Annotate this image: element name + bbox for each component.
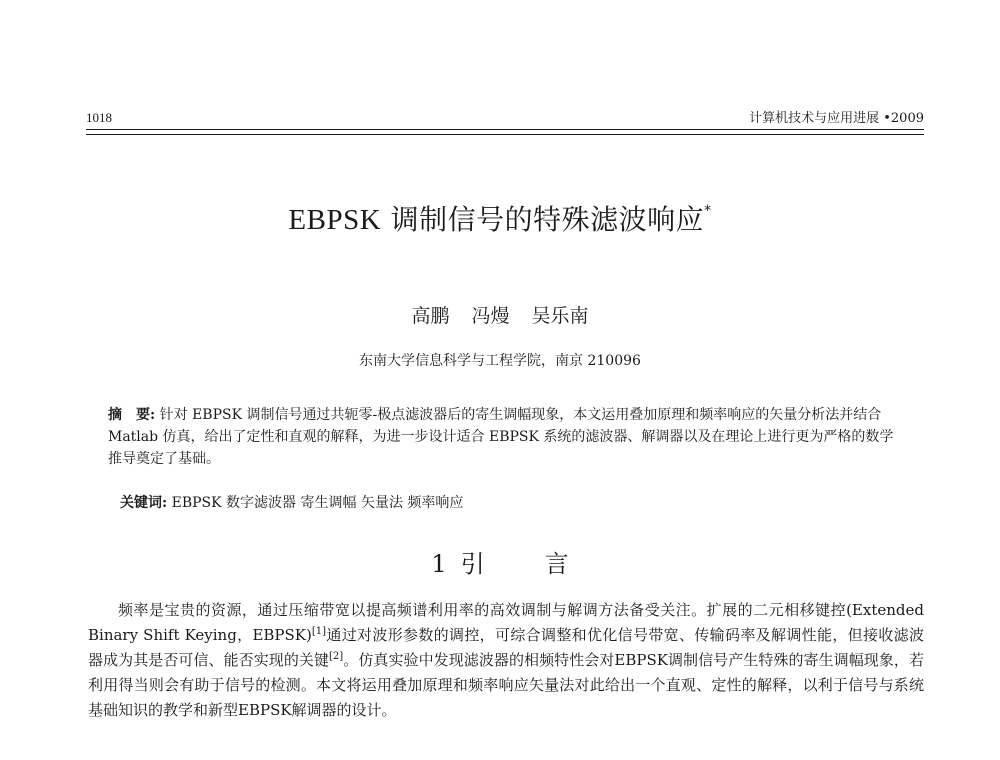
header-rule-thin (86, 134, 924, 135)
citation-2: [2] (329, 651, 344, 662)
title-chinese: 调制信号的特殊滤波响应 (381, 203, 705, 236)
running-header (86, 107, 924, 129)
section-title-part1: 引 (460, 550, 485, 578)
keywords (120, 492, 900, 514)
keywords-text: EBPSK 数字滤波器 寄生调幅 矢量法 频率响应 (167, 495, 464, 511)
title-latin: EBPSK (288, 204, 382, 236)
header-rule-thick (86, 129, 924, 130)
title-footnote-marker: * (704, 202, 712, 219)
section-heading (0, 544, 1000, 579)
keywords-label: 关键词: (120, 495, 168, 511)
abstract-text: 针对 EBPSK 调制信号通过共轭零-极点滤波器后的寄生调幅现象，本文运用叠加原理和频率响应的矢量分析法并结合 Matlab 仿真，给出了定性和直观的解释，为进一步设计适合 EBPSK 系统的滤波器、解调器以及在理论上进行更为严格的数学推导奠定了基础。 (108, 407, 894, 467)
affiliation: 东南大学信息科学与工程学院，南京 210096 (359, 353, 641, 369)
body-text-part3: 。仿真实验中发现滤波器的相频特性会对EBPSK调制信号产生特殊的寄生调幅现象，若利用得当则会有助于信号的检测。本文将运用叠加原理和频率响应矢量法对此给出一个直观、定性的解释，以利于信号与系统基础知识的教学和新型EBPSK解调器的设计。 (88, 651, 924, 719)
journal-name: 计算机技术与应用进展 •2009 (749, 111, 924, 126)
section-title-part2: 言 (544, 550, 569, 578)
author-list: 高鹏 冯熳 吴乐南 (411, 305, 589, 327)
abstract-label: 摘 要: (108, 407, 156, 423)
body-text-part2: 通过对波形参数的调控，可综合调整和优化信号带宽、传输码率及解调性能，但接收滤波器成为其是否可信、能否实现的关键 (88, 626, 924, 669)
section-number: 1 (431, 550, 447, 578)
body-text-part1: 频率是宝贵的资源，通过压缩带宽以提高频谱利用率的高效调制与解调方法备受关注。扩展的二元相移键控(Extended Binary Shift Keying，EBPSK) (88, 601, 924, 644)
paper-title (0, 198, 1000, 238)
page-number: 1018 (86, 110, 112, 125)
abstract (108, 404, 896, 470)
body-paragraph (88, 598, 924, 723)
citation-1: [1] (311, 626, 327, 637)
